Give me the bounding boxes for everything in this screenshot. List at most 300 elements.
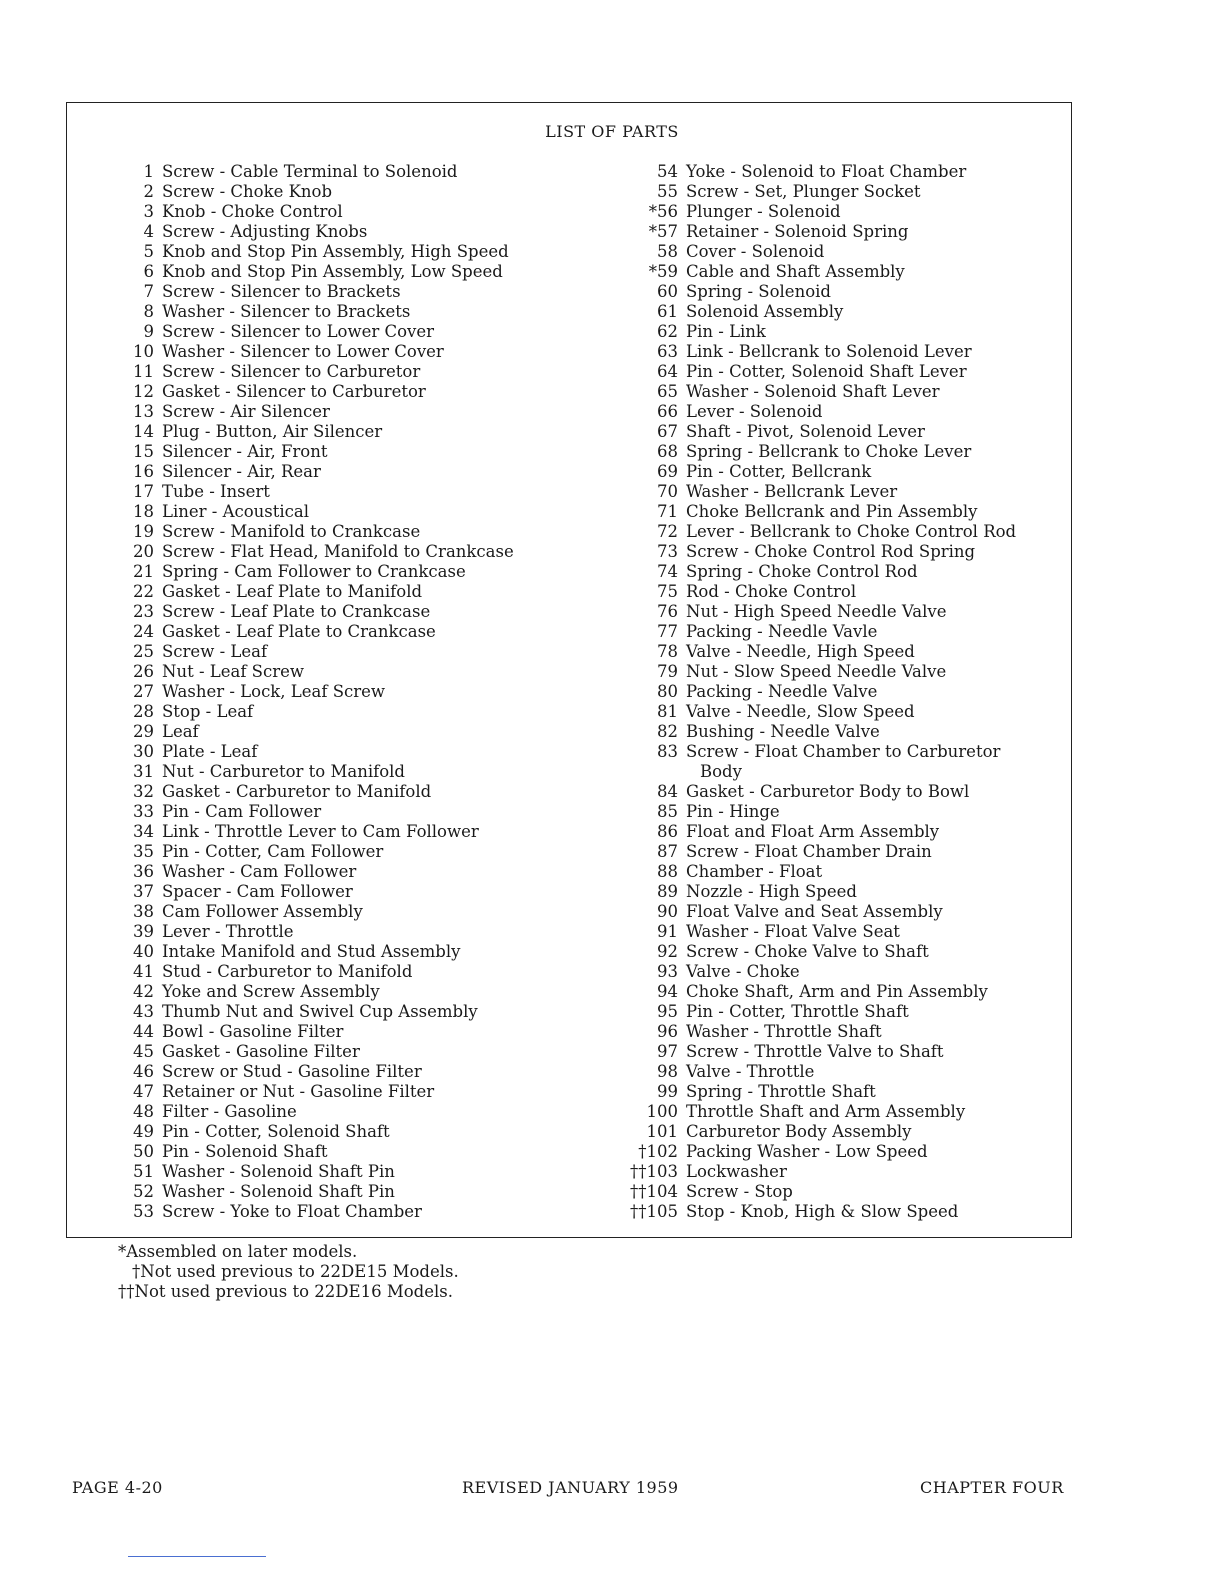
part-number: 87 xyxy=(657,842,678,861)
part-number: 46 xyxy=(133,1062,154,1081)
part-number: 54 xyxy=(657,162,678,181)
part-number: 90 xyxy=(657,902,678,921)
part-row xyxy=(100,622,540,642)
part-row xyxy=(620,482,1060,502)
part-description: Washer - Lock, Leaf Screw xyxy=(162,682,386,701)
part-number: 25 xyxy=(133,642,154,661)
part-row xyxy=(620,1162,1060,1182)
part-row xyxy=(620,862,1060,882)
part-number: 84 xyxy=(657,782,678,801)
part-number: 27 xyxy=(133,682,154,701)
part-number: 5 xyxy=(143,242,154,261)
page-title: LIST OF PARTS xyxy=(545,122,679,141)
part-row xyxy=(100,1082,540,1102)
part-description: Float Valve and Seat Assembly xyxy=(686,902,943,921)
part-description: Lockwasher xyxy=(686,1162,787,1181)
part-number: 40 xyxy=(133,942,154,961)
part-number: 75 xyxy=(657,582,678,601)
part-number: 100 xyxy=(646,1102,678,1121)
part-description: Washer - Throttle Shaft xyxy=(686,1022,882,1041)
part-description: Valve - Needle, Slow Speed xyxy=(686,702,915,721)
part-number: 67 xyxy=(657,422,678,441)
part-description: Screw - Yoke to Float Chamber xyxy=(162,1202,422,1221)
part-row xyxy=(620,842,1060,862)
part-row xyxy=(100,422,540,442)
part-number: 55 xyxy=(657,182,678,201)
part-description: Packing - Needle Valve xyxy=(686,682,878,701)
part-number: 70 xyxy=(657,482,678,501)
part-number: *59 xyxy=(648,262,678,281)
part-row xyxy=(620,782,1060,802)
part-row xyxy=(100,862,540,882)
part-description: Lever - Throttle xyxy=(162,922,294,941)
part-description: Shaft - Pivot, Solenoid Lever xyxy=(686,422,925,441)
part-description: Silencer - Air, Front xyxy=(162,442,328,461)
part-description: Washer - Silencer to Brackets xyxy=(162,302,411,321)
part-description: Washer - Cam Follower xyxy=(162,862,357,881)
part-description: Cover - Solenoid xyxy=(686,242,825,261)
part-description: Screw - Silencer to Brackets xyxy=(162,282,401,301)
part-row xyxy=(620,822,1060,842)
part-row xyxy=(100,722,540,742)
part-description: Liner - Acoustical xyxy=(162,502,310,521)
part-row xyxy=(620,442,1060,462)
part-number: 26 xyxy=(133,662,154,681)
part-number: †102 xyxy=(638,1142,678,1161)
part-number: 85 xyxy=(657,802,678,821)
part-row xyxy=(620,202,1060,222)
part-row xyxy=(100,262,540,282)
part-description: Retainer or Nut - Gasoline Filter xyxy=(162,1082,435,1101)
part-description: Choke Shaft, Arm and Pin Assembly xyxy=(686,982,988,1001)
part-row xyxy=(620,342,1060,362)
part-number: 66 xyxy=(657,402,678,421)
part-number: 10 xyxy=(133,342,154,361)
part-description: Washer - Solenoid Shaft Pin xyxy=(162,1162,395,1181)
part-description: Spring - Throttle Shaft xyxy=(686,1082,876,1101)
part-number: 101 xyxy=(646,1122,678,1141)
part-number: 15 xyxy=(133,442,154,461)
part-description: Screw - Adjusting Knobs xyxy=(162,222,368,241)
part-number: 80 xyxy=(657,682,678,701)
part-description: Silencer - Air, Rear xyxy=(162,462,321,481)
part-number: 44 xyxy=(133,1022,154,1041)
part-row xyxy=(620,162,1060,182)
part-number: ††105 xyxy=(630,1202,678,1221)
part-description: Pin - Cam Follower xyxy=(162,802,322,821)
part-description: Screw - Silencer to Lower Cover xyxy=(162,322,435,341)
part-number: 86 xyxy=(657,822,678,841)
part-number: 73 xyxy=(657,542,678,561)
part-row xyxy=(620,1042,1060,1062)
part-description: Nut - Leaf Screw xyxy=(162,662,304,681)
part-description: Gasket - Carburetor to Manifold xyxy=(162,782,432,801)
page-number: PAGE 4-20 xyxy=(72,1478,163,1497)
part-row xyxy=(100,922,540,942)
part-row xyxy=(620,522,1060,542)
part-row xyxy=(620,462,1060,482)
part-row xyxy=(620,1082,1060,1102)
part-description: Gasket - Leaf Plate to Crankcase xyxy=(162,622,436,641)
part-number: 9 xyxy=(143,322,154,341)
part-row xyxy=(620,922,1060,942)
part-description: Valve - Needle, High Speed xyxy=(686,642,915,661)
part-row xyxy=(620,702,1060,722)
part-number: 89 xyxy=(657,882,678,901)
part-number: 16 xyxy=(133,462,154,481)
part-description: Yoke and Screw Assembly xyxy=(162,982,380,1001)
part-number: 20 xyxy=(133,542,154,561)
footnote: †Not used previous to 22DE15 Models. xyxy=(132,1262,459,1281)
part-description: Knob and Stop Pin Assembly, Low Speed xyxy=(162,262,503,281)
part-number: 77 xyxy=(657,622,678,641)
part-number: 28 xyxy=(133,702,154,721)
part-row xyxy=(620,242,1060,262)
part-row xyxy=(620,1062,1060,1082)
part-row xyxy=(620,902,1060,922)
part-description: Nut - Carburetor to Manifold xyxy=(162,762,405,781)
part-row xyxy=(620,882,1060,902)
part-row xyxy=(620,622,1060,642)
part-description: Packing Washer - Low Speed xyxy=(686,1142,928,1161)
part-number: 3 xyxy=(143,202,154,221)
part-description: Pin - Cotter, Throttle Shaft xyxy=(686,1002,909,1021)
part-description: Screw - Air Silencer xyxy=(162,402,330,421)
part-description: Spring - Solenoid xyxy=(686,282,831,301)
part-description: Nut - High Speed Needle Valve xyxy=(686,602,947,621)
part-row xyxy=(100,702,540,722)
part-number: 1 xyxy=(143,162,154,181)
part-description: Gasket - Carburetor Body to Bowl xyxy=(686,782,970,801)
part-number xyxy=(620,762,686,782)
part-row xyxy=(620,942,1060,962)
part-row xyxy=(100,1022,540,1042)
part-number: 47 xyxy=(133,1082,154,1101)
part-row xyxy=(100,982,540,1002)
part-number: 63 xyxy=(657,342,678,361)
part-description: Screw - Silencer to Carburetor xyxy=(162,362,421,381)
part-number: 98 xyxy=(657,1062,678,1081)
part-number: 43 xyxy=(133,1002,154,1021)
part-description: Bowl - Gasoline Filter xyxy=(162,1022,344,1041)
part-number: 8 xyxy=(143,302,154,321)
part-row xyxy=(620,962,1060,982)
part-number: 52 xyxy=(133,1182,154,1201)
part-number: 76 xyxy=(657,602,678,621)
part-row xyxy=(620,302,1060,322)
part-description: Thumb Nut and Swivel Cup Assembly xyxy=(162,1002,478,1021)
part-description: Cable and Shaft Assembly xyxy=(686,262,905,281)
part-row xyxy=(100,402,540,422)
part-row xyxy=(100,542,540,562)
part-description: Screw - Float Chamber to Carburetor xyxy=(686,742,1001,761)
part-description: Washer - Float Valve Seat xyxy=(686,922,900,941)
part-row xyxy=(100,182,540,202)
part-description: Choke Bellcrank and Pin Assembly xyxy=(686,502,978,521)
part-row xyxy=(100,1102,540,1122)
part-number: 58 xyxy=(657,242,678,261)
part-number: 91 xyxy=(657,922,678,941)
part-description: Lever - Bellcrank to Choke Control Rod xyxy=(686,522,1017,541)
part-description: Retainer - Solenoid Spring xyxy=(686,222,909,241)
part-row xyxy=(620,222,1060,242)
part-description: Carburetor Body Assembly xyxy=(686,1122,912,1141)
part-number: 82 xyxy=(657,722,678,741)
part-description: Gasket - Silencer to Carburetor xyxy=(162,382,426,401)
part-number: 81 xyxy=(657,702,678,721)
part-row xyxy=(620,1122,1060,1142)
part-number: 65 xyxy=(657,382,678,401)
part-description: Gasket - Leaf Plate to Manifold xyxy=(162,582,423,601)
part-number: 6 xyxy=(143,262,154,281)
part-number: 95 xyxy=(657,1002,678,1021)
part-row xyxy=(100,562,540,582)
part-number: 50 xyxy=(133,1142,154,1161)
part-number: 32 xyxy=(133,782,154,801)
part-number: 36 xyxy=(133,862,154,881)
part-description: Screw - Flat Head, Manifold to Crankcase xyxy=(162,542,514,561)
part-description: Nozzle - High Speed xyxy=(686,882,857,901)
part-description: Link - Bellcrank to Solenoid Lever xyxy=(686,342,972,361)
part-number: 49 xyxy=(133,1122,154,1141)
part-row xyxy=(100,342,540,362)
part-row xyxy=(620,1142,1060,1162)
part-description: Screw - Throttle Valve to Shaft xyxy=(686,1042,944,1061)
part-row xyxy=(100,382,540,402)
part-description: Stud - Carburetor to Manifold xyxy=(162,962,413,981)
part-row xyxy=(100,662,540,682)
part-row xyxy=(100,802,540,822)
part-number: 11 xyxy=(133,362,154,381)
part-row xyxy=(100,1042,540,1062)
part-number: *56 xyxy=(648,202,678,221)
part-description: Screw - Float Chamber Drain xyxy=(686,842,932,861)
part-number: 78 xyxy=(657,642,678,661)
part-row xyxy=(100,162,540,182)
part-row xyxy=(100,1122,540,1142)
part-number: 18 xyxy=(133,502,154,521)
part-row xyxy=(100,1062,540,1082)
part-description: Washer - Solenoid Shaft Lever xyxy=(686,382,940,401)
part-description: Stop - Knob, High & Slow Speed xyxy=(686,1202,959,1221)
part-number: 12 xyxy=(133,382,154,401)
part-description: Bushing - Needle Valve xyxy=(686,722,880,741)
part-description: Spring - Cam Follower to Crankcase xyxy=(162,562,466,581)
part-number: 33 xyxy=(133,802,154,821)
part-number: 83 xyxy=(657,742,678,761)
part-description: Yoke - Solenoid to Float Chamber xyxy=(686,162,967,181)
part-row xyxy=(620,262,1060,282)
part-row xyxy=(620,1002,1060,1022)
part-description: Washer - Silencer to Lower Cover xyxy=(162,342,444,361)
part-description: Intake Manifold and Stud Assembly xyxy=(162,942,461,961)
part-number: 41 xyxy=(133,962,154,981)
part-number: 7 xyxy=(143,282,154,301)
footnotes xyxy=(118,1242,459,1302)
part-description: Knob and Stop Pin Assembly, High Speed xyxy=(162,242,509,261)
part-row xyxy=(100,222,540,242)
part-description: Rod - Choke Control xyxy=(686,582,857,601)
part-description: Screw - Leaf xyxy=(162,642,268,661)
part-description: Stop - Leaf xyxy=(162,702,254,721)
part-number: 31 xyxy=(133,762,154,781)
part-row xyxy=(100,742,540,762)
part-number: 99 xyxy=(657,1082,678,1101)
part-description: Washer - Solenoid Shaft Pin xyxy=(162,1182,395,1201)
part-number: 64 xyxy=(657,362,678,381)
part-description: Screw or Stud - Gasoline Filter xyxy=(162,1062,422,1081)
part-description: Nut - Slow Speed Needle Valve xyxy=(686,662,947,681)
part-row xyxy=(620,1202,1060,1222)
part-description: Pin - Cotter, Solenoid Shaft Lever xyxy=(686,362,967,381)
part-description: Pin - Solenoid Shaft xyxy=(162,1142,328,1161)
part-row xyxy=(620,542,1060,562)
part-description: Plate - Leaf xyxy=(162,742,258,761)
part-number: ††104 xyxy=(630,1182,678,1201)
part-description: Pin - Cotter, Cam Follower xyxy=(162,842,384,861)
revision-date: REVISED JANUARY 1959 xyxy=(462,1478,679,1497)
part-number: 45 xyxy=(133,1042,154,1061)
part-description: Body xyxy=(700,762,742,781)
part-number: 17 xyxy=(133,482,154,501)
part-number: 24 xyxy=(133,622,154,641)
part-number: 19 xyxy=(133,522,154,541)
part-number: 30 xyxy=(133,742,154,761)
part-row xyxy=(620,742,1060,762)
part-row xyxy=(100,442,540,462)
part-row xyxy=(620,802,1060,822)
part-number: 92 xyxy=(657,942,678,961)
part-row xyxy=(620,182,1060,202)
part-description: Knob - Choke Control xyxy=(162,202,343,221)
part-row xyxy=(100,462,540,482)
part-row xyxy=(100,962,540,982)
part-number: 21 xyxy=(133,562,154,581)
part-row xyxy=(620,282,1060,302)
part-description: Filter - Gasoline xyxy=(162,1102,297,1121)
part-row xyxy=(100,822,540,842)
part-row xyxy=(620,762,1060,782)
part-row xyxy=(100,882,540,902)
part-description: Valve - Throttle xyxy=(686,1062,815,1081)
part-row xyxy=(620,1022,1060,1042)
part-row xyxy=(620,562,1060,582)
part-row xyxy=(620,582,1060,602)
part-row xyxy=(100,682,540,702)
part-description: Plug - Button, Air Silencer xyxy=(162,422,383,441)
part-row xyxy=(100,362,540,382)
part-number: 51 xyxy=(133,1162,154,1181)
part-description: Gasket - Gasoline Filter xyxy=(162,1042,360,1061)
part-row xyxy=(620,682,1060,702)
part-description: Packing - Needle Vavle xyxy=(686,622,878,641)
part-description: Float and Float Arm Assembly xyxy=(686,822,940,841)
part-description: Screw - Choke Knob xyxy=(162,182,333,201)
part-row xyxy=(620,422,1060,442)
part-row xyxy=(620,402,1060,422)
part-row xyxy=(620,502,1060,522)
part-number: 34 xyxy=(133,822,154,841)
part-row xyxy=(100,202,540,222)
part-number: 88 xyxy=(657,862,678,881)
part-number: *57 xyxy=(648,222,678,241)
part-description: Spring - Choke Control Rod xyxy=(686,562,918,581)
part-row xyxy=(100,242,540,262)
part-description: Screw - Manifold to Crankcase xyxy=(162,522,421,541)
part-description: Pin - Cotter, Bellcrank xyxy=(686,462,872,481)
chapter-label: CHAPTER FOUR xyxy=(920,1478,1064,1497)
part-description: Screw - Choke Valve to Shaft xyxy=(686,942,929,961)
part-row xyxy=(100,322,540,342)
part-description: Screw - Leaf Plate to Crankcase xyxy=(162,602,431,621)
part-number: 4 xyxy=(143,222,154,241)
parts-column-right xyxy=(620,162,1060,1222)
parts-column-left xyxy=(100,162,540,1222)
part-number: 35 xyxy=(133,842,154,861)
part-description: Pin - Cotter, Solenoid Shaft xyxy=(162,1122,390,1141)
part-row xyxy=(620,602,1060,622)
part-number: 29 xyxy=(133,722,154,741)
part-number: 62 xyxy=(657,322,678,341)
part-row xyxy=(620,1182,1060,1202)
part-description: Throttle Shaft and Arm Assembly xyxy=(686,1102,966,1121)
part-row xyxy=(100,1182,540,1202)
part-row xyxy=(100,902,540,922)
part-number: 60 xyxy=(657,282,678,301)
part-description: Link - Throttle Lever to Cam Follower xyxy=(162,822,479,841)
part-description: Valve - Choke xyxy=(686,962,800,981)
part-row xyxy=(100,282,540,302)
part-row xyxy=(620,1102,1060,1122)
part-number: 79 xyxy=(657,662,678,681)
part-number: 2 xyxy=(143,182,154,201)
part-row xyxy=(100,502,540,522)
part-number: 14 xyxy=(133,422,154,441)
part-description: Screw - Choke Control Rod Spring xyxy=(686,542,976,561)
part-number: 69 xyxy=(657,462,678,481)
footnote: ††Not used previous to 22DE16 Models. xyxy=(118,1282,453,1301)
part-number: 13 xyxy=(133,402,154,421)
part-row xyxy=(100,1002,540,1022)
part-number: 53 xyxy=(133,1202,154,1221)
part-description: Washer - Bellcrank Lever xyxy=(686,482,898,501)
part-number: 38 xyxy=(133,902,154,921)
part-row xyxy=(620,382,1060,402)
part-description: Solenoid Assembly xyxy=(686,302,844,321)
part-row xyxy=(100,842,540,862)
part-row xyxy=(100,1202,540,1222)
part-row xyxy=(100,522,540,542)
part-number: 74 xyxy=(657,562,678,581)
part-number: 22 xyxy=(133,582,154,601)
part-row xyxy=(100,642,540,662)
bottom-rule xyxy=(128,1556,266,1557)
part-row xyxy=(100,302,540,322)
part-description: Leaf xyxy=(162,722,199,741)
part-description: Spring - Bellcrank to Choke Lever xyxy=(686,442,972,461)
part-number: 42 xyxy=(133,982,154,1001)
part-description: Lever - Solenoid xyxy=(686,402,823,421)
part-number: 37 xyxy=(133,882,154,901)
part-description: Cam Follower Assembly xyxy=(162,902,363,921)
part-number: 61 xyxy=(657,302,678,321)
part-row xyxy=(620,722,1060,742)
part-row xyxy=(100,942,540,962)
part-description: Pin - Hinge xyxy=(686,802,780,821)
part-number: 96 xyxy=(657,1022,678,1041)
part-row xyxy=(100,782,540,802)
part-number: 93 xyxy=(657,962,678,981)
